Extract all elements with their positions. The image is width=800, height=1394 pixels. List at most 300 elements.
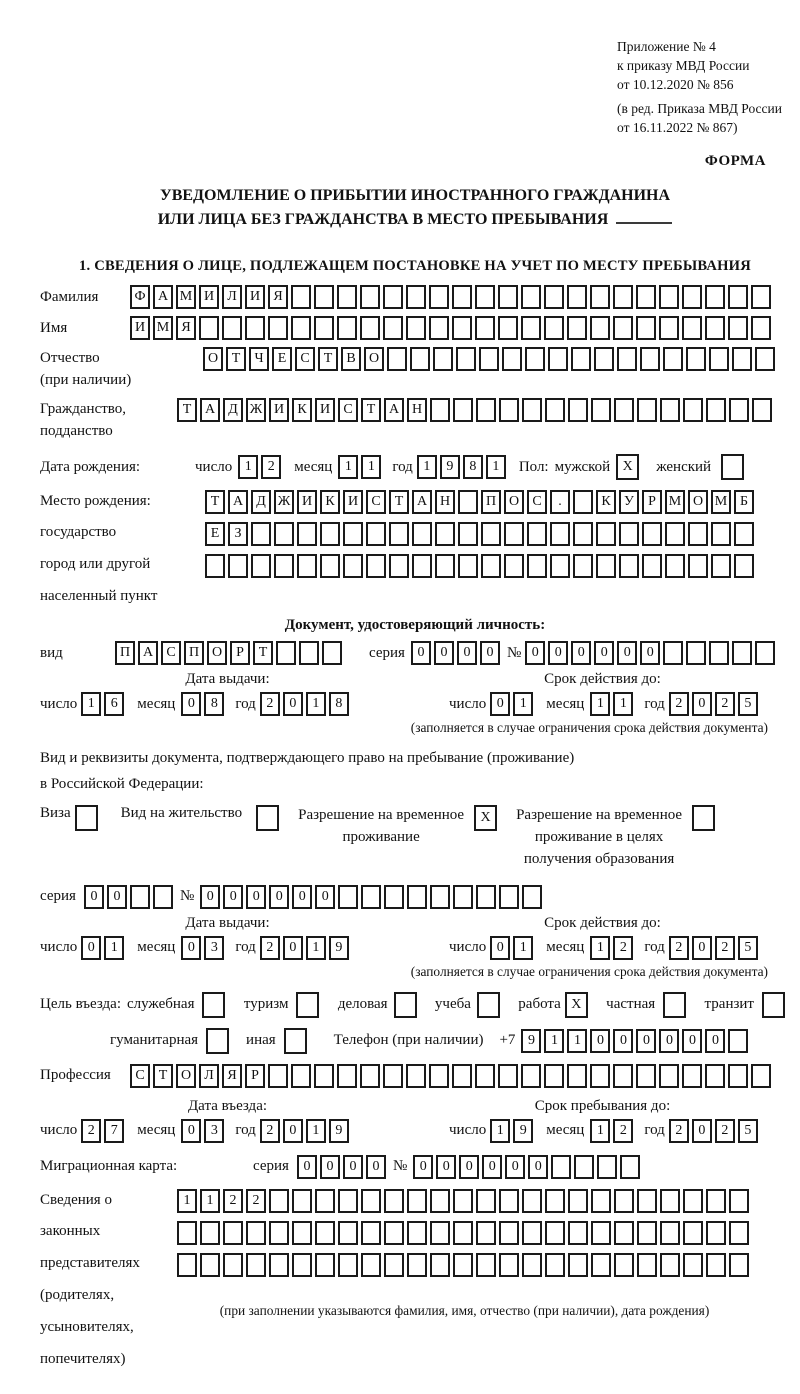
char-cell[interactable] bbox=[256, 805, 279, 831]
char-cell[interactable] bbox=[613, 316, 633, 340]
char-cell[interactable]: 1 bbox=[490, 1119, 510, 1143]
char-cell[interactable] bbox=[481, 554, 501, 578]
char-cell[interactable] bbox=[476, 1253, 496, 1277]
char-cell[interactable] bbox=[406, 1064, 426, 1088]
birth-place-row2-cells[interactable] bbox=[205, 522, 757, 546]
char-cell[interactable]: О bbox=[207, 641, 227, 665]
char-cell[interactable]: 1 bbox=[567, 1029, 587, 1053]
char-cell[interactable]: 1 bbox=[104, 936, 124, 960]
birth-day-cells[interactable] bbox=[238, 455, 284, 479]
char-cell[interactable]: 8 bbox=[329, 692, 349, 716]
char-cell[interactable] bbox=[291, 316, 311, 340]
char-cell[interactable]: 0 bbox=[181, 692, 201, 716]
business-checkbox[interactable] bbox=[394, 992, 420, 1018]
char-cell[interactable]: 2 bbox=[715, 936, 735, 960]
entry-year-cells[interactable] bbox=[260, 1119, 352, 1143]
char-cell[interactable] bbox=[476, 1189, 496, 1213]
entry-month-cells[interactable] bbox=[181, 1119, 227, 1143]
stay-year-cells[interactable] bbox=[669, 1119, 761, 1143]
char-cell[interactable]: А bbox=[153, 285, 173, 309]
char-cell[interactable]: 9 bbox=[329, 1119, 349, 1143]
char-cell[interactable] bbox=[663, 641, 683, 665]
char-cell[interactable]: Я bbox=[222, 1064, 242, 1088]
char-cell[interactable] bbox=[200, 1221, 220, 1245]
char-cell[interactable]: 2 bbox=[715, 692, 735, 716]
char-cell[interactable]: С bbox=[366, 490, 386, 514]
char-cell[interactable]: 0 bbox=[457, 641, 477, 665]
char-cell[interactable] bbox=[452, 1064, 472, 1088]
char-cell[interactable] bbox=[268, 1064, 288, 1088]
char-cell[interactable] bbox=[276, 641, 296, 665]
char-cell[interactable] bbox=[751, 1064, 771, 1088]
char-cell[interactable] bbox=[476, 398, 496, 422]
char-cell[interactable]: И bbox=[269, 398, 289, 422]
char-cell[interactable]: 0 bbox=[320, 1155, 340, 1179]
char-cell[interactable]: А bbox=[138, 641, 158, 665]
char-cell[interactable]: X bbox=[474, 805, 497, 831]
char-cell[interactable] bbox=[660, 1221, 680, 1245]
char-cell[interactable] bbox=[637, 1253, 657, 1277]
temp-residence-edu-checkbox[interactable] bbox=[692, 805, 718, 831]
doc-series-cells[interactable] bbox=[411, 641, 503, 665]
char-cell[interactable]: Ж bbox=[274, 490, 294, 514]
char-cell[interactable] bbox=[659, 285, 679, 309]
char-cell[interactable]: Ч bbox=[249, 347, 269, 371]
migration-number-cells[interactable] bbox=[413, 1155, 643, 1179]
char-cell[interactable] bbox=[729, 398, 749, 422]
residence-issue-year-cells[interactable] bbox=[260, 936, 352, 960]
char-cell[interactable]: 0 bbox=[200, 885, 220, 909]
doc-kind-cells[interactable] bbox=[115, 641, 345, 665]
profession-cells[interactable] bbox=[130, 1064, 774, 1088]
char-cell[interactable]: 0 bbox=[181, 936, 201, 960]
char-cell[interactable]: . bbox=[550, 490, 570, 514]
char-cell[interactable] bbox=[567, 285, 587, 309]
char-cell[interactable]: Я bbox=[268, 285, 288, 309]
char-cell[interactable] bbox=[246, 1253, 266, 1277]
temp-residence-checkbox[interactable] bbox=[474, 805, 500, 831]
stay-day-cells[interactable] bbox=[490, 1119, 536, 1143]
char-cell[interactable] bbox=[269, 1221, 289, 1245]
char-cell[interactable] bbox=[475, 316, 495, 340]
char-cell[interactable]: С bbox=[295, 347, 315, 371]
char-cell[interactable] bbox=[498, 285, 518, 309]
char-cell[interactable] bbox=[481, 522, 501, 546]
char-cell[interactable] bbox=[245, 316, 265, 340]
residence-issue-day-cells[interactable] bbox=[81, 936, 127, 960]
char-cell[interactable]: К bbox=[320, 490, 340, 514]
char-cell[interactable] bbox=[729, 1221, 749, 1245]
char-cell[interactable]: 1 bbox=[306, 1119, 326, 1143]
char-cell[interactable]: 5 bbox=[738, 936, 758, 960]
char-cell[interactable]: Я bbox=[176, 316, 196, 340]
char-cell[interactable] bbox=[711, 522, 731, 546]
char-cell[interactable]: 0 bbox=[223, 885, 243, 909]
char-cell[interactable] bbox=[683, 398, 703, 422]
char-cell[interactable] bbox=[315, 1189, 335, 1213]
char-cell[interactable] bbox=[407, 885, 427, 909]
char-cell[interactable]: Т bbox=[153, 1064, 173, 1088]
char-cell[interactable]: М bbox=[153, 316, 173, 340]
char-cell[interactable]: Н bbox=[407, 398, 427, 422]
char-cell[interactable] bbox=[568, 1189, 588, 1213]
humanitarian-checkbox[interactable] bbox=[206, 1028, 232, 1054]
char-cell[interactable] bbox=[360, 316, 380, 340]
char-cell[interactable]: 0 bbox=[617, 641, 637, 665]
char-cell[interactable]: 1 bbox=[486, 455, 506, 479]
stay-month-cells[interactable] bbox=[590, 1119, 636, 1143]
char-cell[interactable] bbox=[665, 554, 685, 578]
char-cell[interactable]: 0 bbox=[283, 1119, 303, 1143]
char-cell[interactable]: 2 bbox=[669, 692, 689, 716]
char-cell[interactable] bbox=[360, 285, 380, 309]
char-cell[interactable]: 0 bbox=[434, 641, 454, 665]
char-cell[interactable] bbox=[521, 316, 541, 340]
char-cell[interactable]: О bbox=[504, 490, 524, 514]
char-cell[interactable]: 9 bbox=[329, 936, 349, 960]
birth-place-row3-cells[interactable] bbox=[205, 554, 757, 578]
identity-valid-day-cells[interactable] bbox=[490, 692, 536, 716]
char-cell[interactable]: 5 bbox=[738, 692, 758, 716]
entry-day-cells[interactable] bbox=[81, 1119, 127, 1143]
char-cell[interactable]: 2 bbox=[613, 1119, 633, 1143]
char-cell[interactable] bbox=[591, 1253, 611, 1277]
char-cell[interactable] bbox=[387, 347, 407, 371]
char-cell[interactable] bbox=[692, 805, 715, 831]
char-cell[interactable] bbox=[617, 347, 637, 371]
char-cell[interactable]: 2 bbox=[223, 1189, 243, 1213]
char-cell[interactable] bbox=[550, 522, 570, 546]
char-cell[interactable] bbox=[550, 554, 570, 578]
char-cell[interactable]: 0 bbox=[411, 641, 431, 665]
char-cell[interactable]: Р bbox=[245, 1064, 265, 1088]
char-cell[interactable]: К bbox=[596, 490, 616, 514]
char-cell[interactable] bbox=[504, 522, 524, 546]
char-cell[interactable]: 0 bbox=[525, 641, 545, 665]
char-cell[interactable] bbox=[522, 1189, 542, 1213]
char-cell[interactable] bbox=[284, 1028, 307, 1054]
char-cell[interactable] bbox=[732, 641, 752, 665]
char-cell[interactable] bbox=[458, 522, 478, 546]
char-cell[interactable]: Б bbox=[734, 490, 754, 514]
char-cell[interactable]: 0 bbox=[283, 936, 303, 960]
char-cell[interactable] bbox=[384, 885, 404, 909]
char-cell[interactable] bbox=[613, 1064, 633, 1088]
char-cell[interactable]: 0 bbox=[269, 885, 289, 909]
char-cell[interactable] bbox=[755, 347, 775, 371]
char-cell[interactable] bbox=[343, 522, 363, 546]
char-cell[interactable] bbox=[636, 285, 656, 309]
char-cell[interactable] bbox=[728, 316, 748, 340]
char-cell[interactable]: И bbox=[297, 490, 317, 514]
char-cell[interactable] bbox=[636, 1064, 656, 1088]
char-cell[interactable] bbox=[706, 1221, 726, 1245]
char-cell[interactable] bbox=[314, 1064, 334, 1088]
char-cell[interactable]: 2 bbox=[261, 455, 281, 479]
char-cell[interactable] bbox=[320, 522, 340, 546]
identity-issue-year-cells[interactable] bbox=[260, 692, 352, 716]
char-cell[interactable] bbox=[269, 1189, 289, 1213]
char-cell[interactable] bbox=[752, 398, 772, 422]
char-cell[interactable] bbox=[476, 1221, 496, 1245]
char-cell[interactable]: М bbox=[665, 490, 685, 514]
patronymic-cells[interactable] bbox=[203, 347, 778, 371]
char-cell[interactable] bbox=[660, 1189, 680, 1213]
char-cell[interactable] bbox=[498, 316, 518, 340]
char-cell[interactable] bbox=[637, 1189, 657, 1213]
char-cell[interactable] bbox=[314, 285, 334, 309]
residence-number-cells[interactable] bbox=[200, 885, 545, 909]
char-cell[interactable] bbox=[406, 285, 426, 309]
char-cell[interactable] bbox=[683, 1253, 703, 1277]
char-cell[interactable] bbox=[619, 522, 639, 546]
char-cell[interactable] bbox=[637, 1221, 657, 1245]
char-cell[interactable]: 0 bbox=[107, 885, 127, 909]
birth-year-cells[interactable] bbox=[417, 455, 509, 479]
char-cell[interactable]: 1 bbox=[513, 936, 533, 960]
char-cell[interactable]: Ф bbox=[130, 285, 150, 309]
char-cell[interactable]: Т bbox=[205, 490, 225, 514]
char-cell[interactable]: 1 bbox=[306, 692, 326, 716]
char-cell[interactable] bbox=[453, 885, 473, 909]
char-cell[interactable] bbox=[177, 1253, 197, 1277]
char-cell[interactable] bbox=[597, 1155, 617, 1179]
char-cell[interactable] bbox=[320, 554, 340, 578]
char-cell[interactable] bbox=[573, 554, 593, 578]
char-cell[interactable]: А bbox=[228, 490, 248, 514]
migration-series-cells[interactable] bbox=[297, 1155, 389, 1179]
given-name-cells[interactable] bbox=[130, 316, 774, 340]
char-cell[interactable]: 0 bbox=[640, 641, 660, 665]
char-cell[interactable] bbox=[729, 1253, 749, 1277]
char-cell[interactable] bbox=[453, 1189, 473, 1213]
visa-checkbox[interactable] bbox=[75, 805, 101, 831]
char-cell[interactable] bbox=[453, 1253, 473, 1277]
char-cell[interactable] bbox=[410, 347, 430, 371]
char-cell[interactable] bbox=[452, 316, 472, 340]
char-cell[interactable]: 2 bbox=[246, 1189, 266, 1213]
char-cell[interactable] bbox=[522, 1221, 542, 1245]
char-cell[interactable] bbox=[571, 347, 591, 371]
char-cell[interactable]: 0 bbox=[692, 936, 712, 960]
char-cell[interactable] bbox=[296, 992, 319, 1018]
char-cell[interactable] bbox=[499, 398, 519, 422]
char-cell[interactable]: И bbox=[245, 285, 265, 309]
char-cell[interactable] bbox=[734, 522, 754, 546]
char-cell[interactable] bbox=[205, 554, 225, 578]
char-cell[interactable] bbox=[297, 554, 317, 578]
char-cell[interactable] bbox=[706, 1253, 726, 1277]
char-cell[interactable] bbox=[361, 1189, 381, 1213]
char-cell[interactable] bbox=[228, 554, 248, 578]
char-cell[interactable]: У bbox=[619, 490, 639, 514]
char-cell[interactable] bbox=[709, 347, 729, 371]
char-cell[interactable]: 2 bbox=[260, 692, 280, 716]
char-cell[interactable] bbox=[683, 1221, 703, 1245]
char-cell[interactable] bbox=[477, 992, 500, 1018]
work-checkbox[interactable] bbox=[565, 992, 591, 1018]
char-cell[interactable]: 1 bbox=[590, 692, 610, 716]
char-cell[interactable] bbox=[573, 490, 593, 514]
private-checkbox[interactable] bbox=[663, 992, 689, 1018]
char-cell[interactable] bbox=[177, 1221, 197, 1245]
char-cell[interactable] bbox=[202, 992, 225, 1018]
char-cell[interactable] bbox=[433, 347, 453, 371]
char-cell[interactable] bbox=[456, 347, 476, 371]
char-cell[interactable]: 3 bbox=[204, 936, 224, 960]
char-cell[interactable] bbox=[706, 398, 726, 422]
char-cell[interactable] bbox=[637, 398, 657, 422]
char-cell[interactable]: 0 bbox=[590, 1029, 610, 1053]
char-cell[interactable] bbox=[590, 1064, 610, 1088]
char-cell[interactable]: 0 bbox=[692, 692, 712, 716]
char-cell[interactable] bbox=[682, 285, 702, 309]
char-cell[interactable] bbox=[430, 1253, 450, 1277]
char-cell[interactable] bbox=[751, 316, 771, 340]
char-cell[interactable]: 0 bbox=[84, 885, 104, 909]
char-cell[interactable] bbox=[322, 641, 342, 665]
char-cell[interactable]: Т bbox=[226, 347, 246, 371]
char-cell[interactable] bbox=[755, 641, 775, 665]
char-cell[interactable] bbox=[682, 1064, 702, 1088]
char-cell[interactable] bbox=[596, 554, 616, 578]
char-cell[interactable] bbox=[728, 1064, 748, 1088]
char-cell[interactable] bbox=[475, 285, 495, 309]
char-cell[interactable]: 1 bbox=[238, 455, 258, 479]
char-cell[interactable] bbox=[479, 347, 499, 371]
char-cell[interactable]: 8 bbox=[463, 455, 483, 479]
char-cell[interactable] bbox=[688, 522, 708, 546]
char-cell[interactable] bbox=[499, 885, 519, 909]
representatives-row1-cells[interactable] bbox=[177, 1189, 752, 1213]
char-cell[interactable] bbox=[522, 885, 542, 909]
char-cell[interactable] bbox=[315, 1221, 335, 1245]
phone-cells[interactable] bbox=[521, 1029, 751, 1053]
char-cell[interactable] bbox=[274, 522, 294, 546]
char-cell[interactable] bbox=[430, 885, 450, 909]
char-cell[interactable] bbox=[659, 316, 679, 340]
char-cell[interactable]: 3 bbox=[204, 1119, 224, 1143]
char-cell[interactable]: Р bbox=[642, 490, 662, 514]
char-cell[interactable]: Н bbox=[435, 490, 455, 514]
char-cell[interactable] bbox=[343, 554, 363, 578]
char-cell[interactable]: К bbox=[292, 398, 312, 422]
char-cell[interactable]: Т bbox=[361, 398, 381, 422]
char-cell[interactable] bbox=[614, 398, 634, 422]
char-cell[interactable] bbox=[620, 1155, 640, 1179]
char-cell[interactable]: 0 bbox=[636, 1029, 656, 1053]
char-cell[interactable]: 0 bbox=[246, 885, 266, 909]
char-cell[interactable]: А bbox=[412, 490, 432, 514]
representatives-row2-cells[interactable] bbox=[177, 1221, 752, 1245]
char-cell[interactable]: 0 bbox=[283, 692, 303, 716]
char-cell[interactable]: 0 bbox=[659, 1029, 679, 1053]
char-cell[interactable]: А bbox=[200, 398, 220, 422]
char-cell[interactable] bbox=[705, 285, 725, 309]
char-cell[interactable]: С bbox=[130, 1064, 150, 1088]
char-cell[interactable]: Ж bbox=[246, 398, 266, 422]
char-cell[interactable] bbox=[545, 1221, 565, 1245]
char-cell[interactable] bbox=[545, 398, 565, 422]
char-cell[interactable]: О bbox=[203, 347, 223, 371]
char-cell[interactable] bbox=[251, 522, 271, 546]
char-cell[interactable]: 2 bbox=[669, 1119, 689, 1143]
char-cell[interactable] bbox=[223, 1253, 243, 1277]
char-cell[interactable]: 7 bbox=[104, 1119, 124, 1143]
char-cell[interactable] bbox=[453, 1221, 473, 1245]
char-cell[interactable] bbox=[361, 1221, 381, 1245]
char-cell[interactable] bbox=[636, 316, 656, 340]
char-cell[interactable] bbox=[721, 454, 744, 480]
char-cell[interactable]: 9 bbox=[440, 455, 460, 479]
char-cell[interactable]: Л bbox=[222, 285, 242, 309]
char-cell[interactable] bbox=[686, 641, 706, 665]
char-cell[interactable]: 0 bbox=[181, 1119, 201, 1143]
char-cell[interactable]: 1 bbox=[513, 692, 533, 716]
char-cell[interactable] bbox=[292, 1189, 312, 1213]
char-cell[interactable] bbox=[299, 641, 319, 665]
char-cell[interactable]: 2 bbox=[260, 1119, 280, 1143]
char-cell[interactable] bbox=[407, 1221, 427, 1245]
char-cell[interactable]: X bbox=[565, 992, 588, 1018]
char-cell[interactable] bbox=[315, 1253, 335, 1277]
char-cell[interactable]: П bbox=[481, 490, 501, 514]
char-cell[interactable]: 1 bbox=[590, 936, 610, 960]
char-cell[interactable] bbox=[383, 1064, 403, 1088]
char-cell[interactable] bbox=[728, 1029, 748, 1053]
char-cell[interactable]: 1 bbox=[417, 455, 437, 479]
char-cell[interactable] bbox=[366, 522, 386, 546]
char-cell[interactable]: А bbox=[384, 398, 404, 422]
char-cell[interactable] bbox=[640, 347, 660, 371]
char-cell[interactable]: 0 bbox=[490, 936, 510, 960]
char-cell[interactable]: 0 bbox=[692, 1119, 712, 1143]
char-cell[interactable] bbox=[366, 554, 386, 578]
char-cell[interactable]: 1 bbox=[306, 936, 326, 960]
char-cell[interactable] bbox=[269, 1253, 289, 1277]
char-cell[interactable] bbox=[292, 1221, 312, 1245]
char-cell[interactable] bbox=[613, 285, 633, 309]
char-cell[interactable] bbox=[430, 1221, 450, 1245]
official-checkbox[interactable] bbox=[202, 992, 228, 1018]
residence-issue-month-cells[interactable] bbox=[181, 936, 227, 960]
char-cell[interactable] bbox=[452, 285, 472, 309]
char-cell[interactable] bbox=[384, 1253, 404, 1277]
char-cell[interactable]: 0 bbox=[505, 1155, 525, 1179]
char-cell[interactable] bbox=[568, 1221, 588, 1245]
char-cell[interactable] bbox=[732, 347, 752, 371]
char-cell[interactable]: 0 bbox=[413, 1155, 433, 1179]
char-cell[interactable] bbox=[291, 285, 311, 309]
char-cell[interactable] bbox=[407, 1189, 427, 1213]
char-cell[interactable]: 6 bbox=[104, 692, 124, 716]
char-cell[interactable]: М bbox=[711, 490, 731, 514]
char-cell[interactable] bbox=[682, 316, 702, 340]
char-cell[interactable] bbox=[453, 398, 473, 422]
birth-month-cells[interactable] bbox=[338, 455, 384, 479]
char-cell[interactable]: О bbox=[688, 490, 708, 514]
char-cell[interactable] bbox=[642, 522, 662, 546]
char-cell[interactable]: 0 bbox=[343, 1155, 363, 1179]
char-cell[interactable] bbox=[665, 522, 685, 546]
char-cell[interactable] bbox=[430, 398, 450, 422]
char-cell[interactable] bbox=[751, 285, 771, 309]
char-cell[interactable]: 0 bbox=[480, 641, 500, 665]
char-cell[interactable] bbox=[360, 1064, 380, 1088]
char-cell[interactable] bbox=[663, 347, 683, 371]
char-cell[interactable] bbox=[705, 316, 725, 340]
citizenship-cells[interactable] bbox=[177, 398, 775, 422]
